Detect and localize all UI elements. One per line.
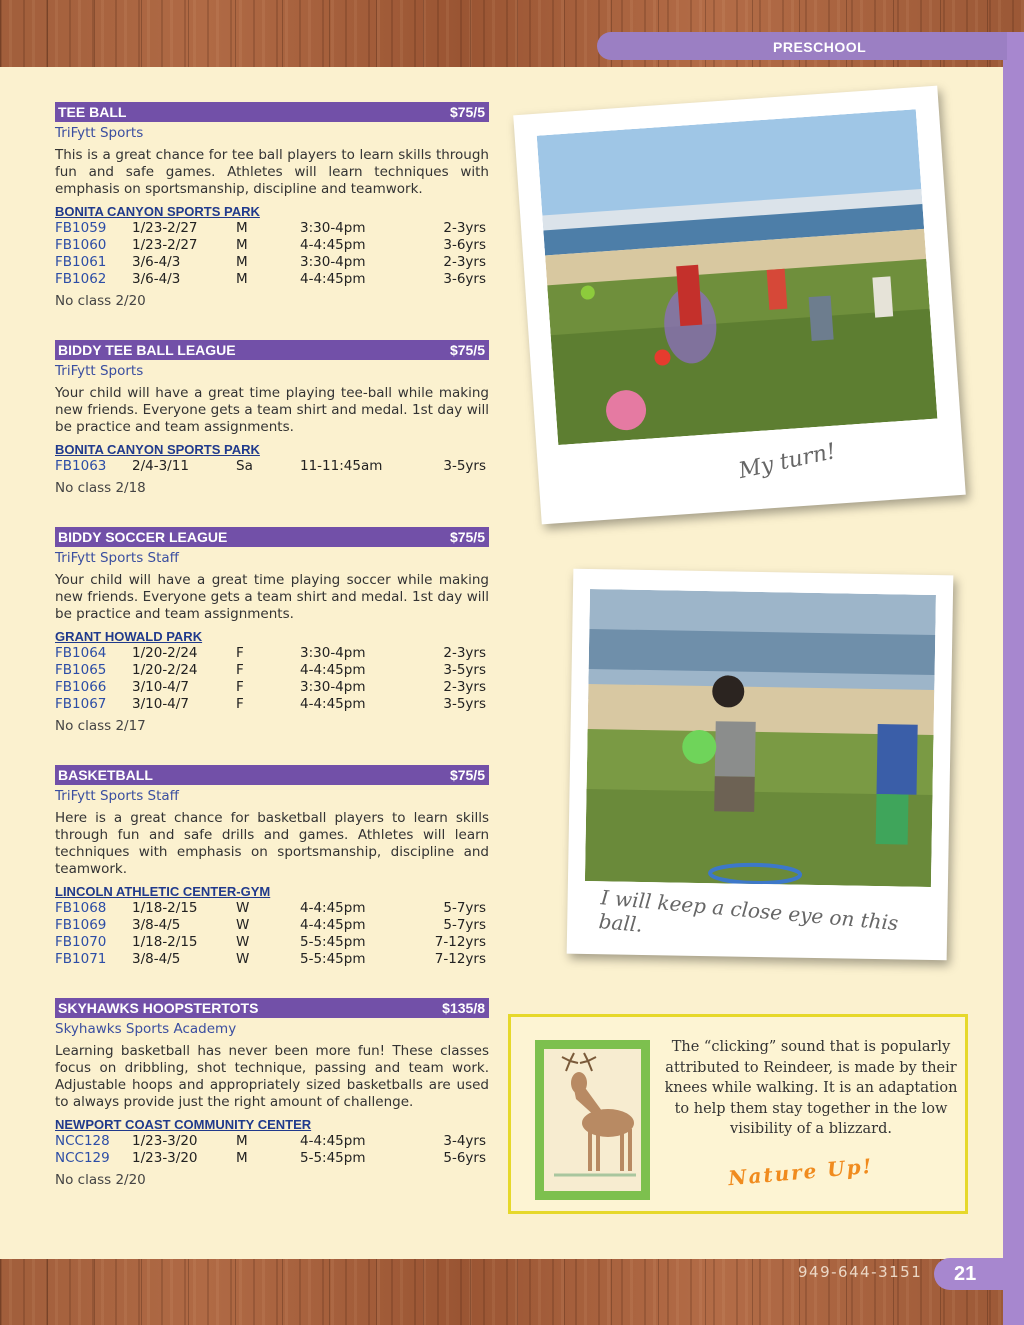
class-age: 2-3yrs bbox=[443, 645, 486, 661]
class-day: F bbox=[236, 696, 244, 712]
fact-text: The “clicking” sound that is popularly attributed to Reindeer, is made by their knees while walking. It is an adaptation to help them stay together in the low visibility of a blizzard. bbox=[664, 1039, 958, 1137]
class-time: 3:30-4pm bbox=[300, 254, 366, 270]
class-row bbox=[55, 951, 489, 968]
class-time: 5-5:45pm bbox=[300, 934, 366, 950]
right-edge-band bbox=[1003, 32, 1024, 1325]
class-day: W bbox=[236, 951, 250, 967]
class-dates: 1/23-2/27 bbox=[132, 220, 198, 236]
class-time: 4-4:45pm bbox=[300, 271, 366, 287]
program-biddy-tee-ball bbox=[55, 340, 489, 496]
program-description: Learning basketball has never been more fun! These classes focus on dribbling, shot technique, passing and team work. Adjustable hoops and appropriately sized basketballs are used to always provide just the right amount of challenge. bbox=[55, 1043, 489, 1110]
class-code[interactable]: FB1069 bbox=[55, 917, 107, 933]
class-age: 3-5yrs bbox=[443, 696, 486, 712]
program-price: $75/5 bbox=[449, 767, 485, 783]
class-day: M bbox=[236, 1133, 248, 1149]
deer-frame bbox=[535, 1040, 650, 1200]
class-age: 3-5yrs bbox=[443, 458, 486, 474]
class-day: M bbox=[236, 1150, 248, 1166]
class-day: F bbox=[236, 645, 244, 661]
section-tab bbox=[597, 32, 1007, 60]
class-time: 3:30-4pm bbox=[300, 220, 366, 236]
class-list bbox=[55, 900, 489, 968]
class-row bbox=[55, 645, 489, 662]
program-location[interactable]: GRANT HOWALD PARK bbox=[55, 629, 203, 644]
program-location[interactable]: BONITA CANYON SPORTS PARK bbox=[55, 442, 260, 457]
program-note: No class 2/20 bbox=[55, 1172, 146, 1188]
class-code[interactable]: FB1064 bbox=[55, 645, 107, 661]
class-age: 3-5yrs bbox=[443, 662, 486, 678]
program-provider: TriFytt Sports Staff bbox=[55, 788, 179, 804]
class-dates: 2/4-3/11 bbox=[132, 458, 189, 474]
class-time: 3:30-4pm bbox=[300, 645, 366, 661]
program-location[interactable]: NEWPORT COAST COMMUNITY CENTER bbox=[55, 1117, 312, 1132]
program-header bbox=[55, 102, 489, 122]
footer-phone[interactable]: 949-644-3151 bbox=[798, 1263, 923, 1281]
nature-up-tagline: Nature Up! bbox=[727, 1153, 875, 1191]
class-dates: 1/23-3/20 bbox=[132, 1150, 198, 1166]
class-code[interactable]: FB1070 bbox=[55, 934, 107, 950]
class-dates: 1/23-2/27 bbox=[132, 237, 198, 253]
class-dates: 3/10-4/7 bbox=[132, 679, 189, 695]
program-header bbox=[55, 340, 489, 360]
program-title: TEE BALL bbox=[58, 104, 127, 120]
class-row bbox=[55, 917, 489, 934]
program-price: $75/5 bbox=[449, 104, 485, 120]
photo-boy-with-ball bbox=[585, 589, 936, 887]
class-age: 7-12yrs bbox=[434, 934, 486, 950]
class-code[interactable]: NCC128 bbox=[55, 1133, 110, 1149]
class-dates: 3/8-4/5 bbox=[132, 951, 181, 967]
program-price: $135/8 bbox=[442, 1000, 485, 1016]
program-header bbox=[55, 998, 489, 1018]
class-age: 7-12yrs bbox=[434, 951, 486, 967]
program-header bbox=[55, 527, 489, 547]
class-row bbox=[55, 900, 489, 917]
program-location[interactable]: LINCOLN ATHLETIC CENTER-GYM bbox=[55, 884, 271, 899]
class-code[interactable]: FB1061 bbox=[55, 254, 107, 270]
deer-icon bbox=[544, 1049, 641, 1191]
class-day: W bbox=[236, 917, 250, 933]
class-age: 3-6yrs bbox=[443, 237, 486, 253]
class-time: 4-4:45pm bbox=[300, 696, 366, 712]
program-description: Your child will have a great time playing tee-ball while making new friends. Everyone gets a team shirt and medal. 1st day will be practice and team assignments. bbox=[55, 385, 489, 435]
program-provider: Skyhawks Sports Academy bbox=[55, 1021, 237, 1037]
class-dates: 1/20-2/24 bbox=[132, 662, 198, 678]
class-code[interactable]: FB1062 bbox=[55, 271, 107, 287]
class-list bbox=[55, 220, 489, 288]
class-age: 2-3yrs bbox=[443, 679, 486, 695]
class-dates: 1/23-3/20 bbox=[132, 1133, 198, 1149]
class-age: 5-6yrs bbox=[443, 1150, 486, 1166]
page-number: 21 bbox=[934, 1258, 1024, 1290]
program-provider: TriFytt Sports bbox=[55, 363, 144, 379]
class-time: 5-5:45pm bbox=[300, 1150, 366, 1166]
class-time: 4-4:45pm bbox=[300, 1133, 366, 1149]
program-title: SKYHAWKS HOOPSTERTOTS bbox=[58, 1000, 259, 1016]
class-row bbox=[55, 662, 489, 679]
class-day: M bbox=[236, 271, 248, 287]
program-note: No class 2/18 bbox=[55, 480, 146, 496]
class-dates: 3/10-4/7 bbox=[132, 696, 189, 712]
class-code[interactable]: FB1071 bbox=[55, 951, 107, 967]
class-row bbox=[55, 1133, 489, 1150]
class-day: M bbox=[236, 237, 248, 253]
class-row bbox=[55, 1150, 489, 1167]
class-day: W bbox=[236, 900, 250, 916]
nature-fact-box bbox=[508, 1014, 968, 1214]
program-header bbox=[55, 765, 489, 785]
program-basketball bbox=[55, 765, 489, 968]
program-note: No class 2/20 bbox=[55, 293, 146, 309]
class-age: 2-3yrs bbox=[443, 254, 486, 270]
class-age: 3-4yrs bbox=[443, 1133, 486, 1149]
class-code[interactable]: FB1068 bbox=[55, 900, 107, 916]
class-time: 4-4:45pm bbox=[300, 237, 366, 253]
class-day: F bbox=[236, 662, 244, 678]
class-row bbox=[55, 679, 489, 696]
class-day: M bbox=[236, 220, 248, 236]
photo-kids-playing bbox=[537, 109, 938, 445]
class-time: 4-4:45pm bbox=[300, 900, 366, 916]
class-time: 4-4:45pm bbox=[300, 662, 366, 678]
class-time: 11-11:45am bbox=[300, 458, 383, 474]
program-skyhawks-hoopstertots bbox=[55, 998, 489, 1188]
class-time: 3:30-4pm bbox=[300, 679, 366, 695]
class-list bbox=[55, 645, 489, 713]
program-price: $75/5 bbox=[449, 342, 485, 358]
class-age: 5-7yrs bbox=[443, 917, 486, 933]
photo-caption: I will keep a close eye on this ball. bbox=[597, 885, 900, 937]
class-dates: 3/6-4/3 bbox=[132, 254, 181, 270]
class-row bbox=[55, 271, 489, 288]
program-provider: TriFytt Sports Staff bbox=[55, 550, 179, 566]
class-dates: 1/18-2/15 bbox=[132, 900, 198, 916]
program-title: BASKETBALL bbox=[58, 767, 153, 783]
class-dates: 1/18-2/15 bbox=[132, 934, 198, 950]
program-description: Your child will have a great time playing soccer while making new friends. Everyone gets a team shirt and medal. 1st day will be practice and team assignments. bbox=[55, 572, 489, 622]
class-row bbox=[55, 237, 489, 254]
class-row bbox=[55, 220, 489, 237]
class-age: 2-3yrs bbox=[443, 220, 486, 236]
class-list bbox=[55, 458, 489, 475]
program-title: BIDDY SOCCER LEAGUE bbox=[58, 529, 228, 545]
class-age: 5-7yrs bbox=[443, 900, 486, 916]
class-day: F bbox=[236, 679, 244, 695]
class-list bbox=[55, 1133, 489, 1167]
class-dates: 3/8-4/5 bbox=[132, 917, 181, 933]
program-note: No class 2/17 bbox=[55, 718, 146, 734]
class-day: W bbox=[236, 934, 250, 950]
class-code[interactable]: FB1065 bbox=[55, 662, 107, 678]
class-time: 4-4:45pm bbox=[300, 917, 366, 933]
class-row bbox=[55, 696, 489, 713]
program-provider: TriFytt Sports bbox=[55, 125, 144, 141]
class-code[interactable]: FB1067 bbox=[55, 696, 107, 712]
program-tee-ball bbox=[55, 102, 489, 309]
class-code[interactable]: FB1059 bbox=[55, 220, 107, 236]
photo-caption: My turn! bbox=[736, 439, 839, 485]
class-dates: 3/6-4/3 bbox=[132, 271, 181, 287]
class-row bbox=[55, 458, 489, 475]
photo-polaroid-ball bbox=[567, 569, 954, 961]
class-code[interactable]: NCC129 bbox=[55, 1150, 110, 1166]
program-location[interactable]: BONITA CANYON SPORTS PARK bbox=[55, 204, 260, 219]
class-day: M bbox=[236, 254, 248, 270]
program-description: Here is a great chance for basketball players to learn skills through fun and safe drills and games. Athletes will learn techniques with emphasis on sportsmanship, discipline and teamwork. bbox=[55, 810, 489, 877]
class-code[interactable]: FB1066 bbox=[55, 679, 107, 695]
program-price: $75/5 bbox=[449, 529, 485, 545]
class-code[interactable]: FB1060 bbox=[55, 237, 107, 253]
class-row bbox=[55, 254, 489, 271]
class-day: Sa bbox=[236, 458, 253, 474]
program-biddy-soccer bbox=[55, 527, 489, 734]
class-code[interactable]: FB1063 bbox=[55, 458, 107, 474]
class-time: 5-5:45pm bbox=[300, 951, 366, 967]
program-description: This is a great chance for tee ball players to learn skills through fun and safe games. Athletes will learn techniques with emphasis on sportsmanship, discipline and teamwork. bbox=[55, 147, 489, 197]
class-row bbox=[55, 934, 489, 951]
class-dates: 1/20-2/24 bbox=[132, 645, 198, 661]
section-label: PRESCHOOL bbox=[773, 39, 867, 55]
program-title: BIDDY TEE BALL LEAGUE bbox=[58, 342, 236, 358]
photo-polaroid-tee-ball bbox=[513, 86, 966, 525]
class-age: 3-6yrs bbox=[443, 271, 486, 287]
